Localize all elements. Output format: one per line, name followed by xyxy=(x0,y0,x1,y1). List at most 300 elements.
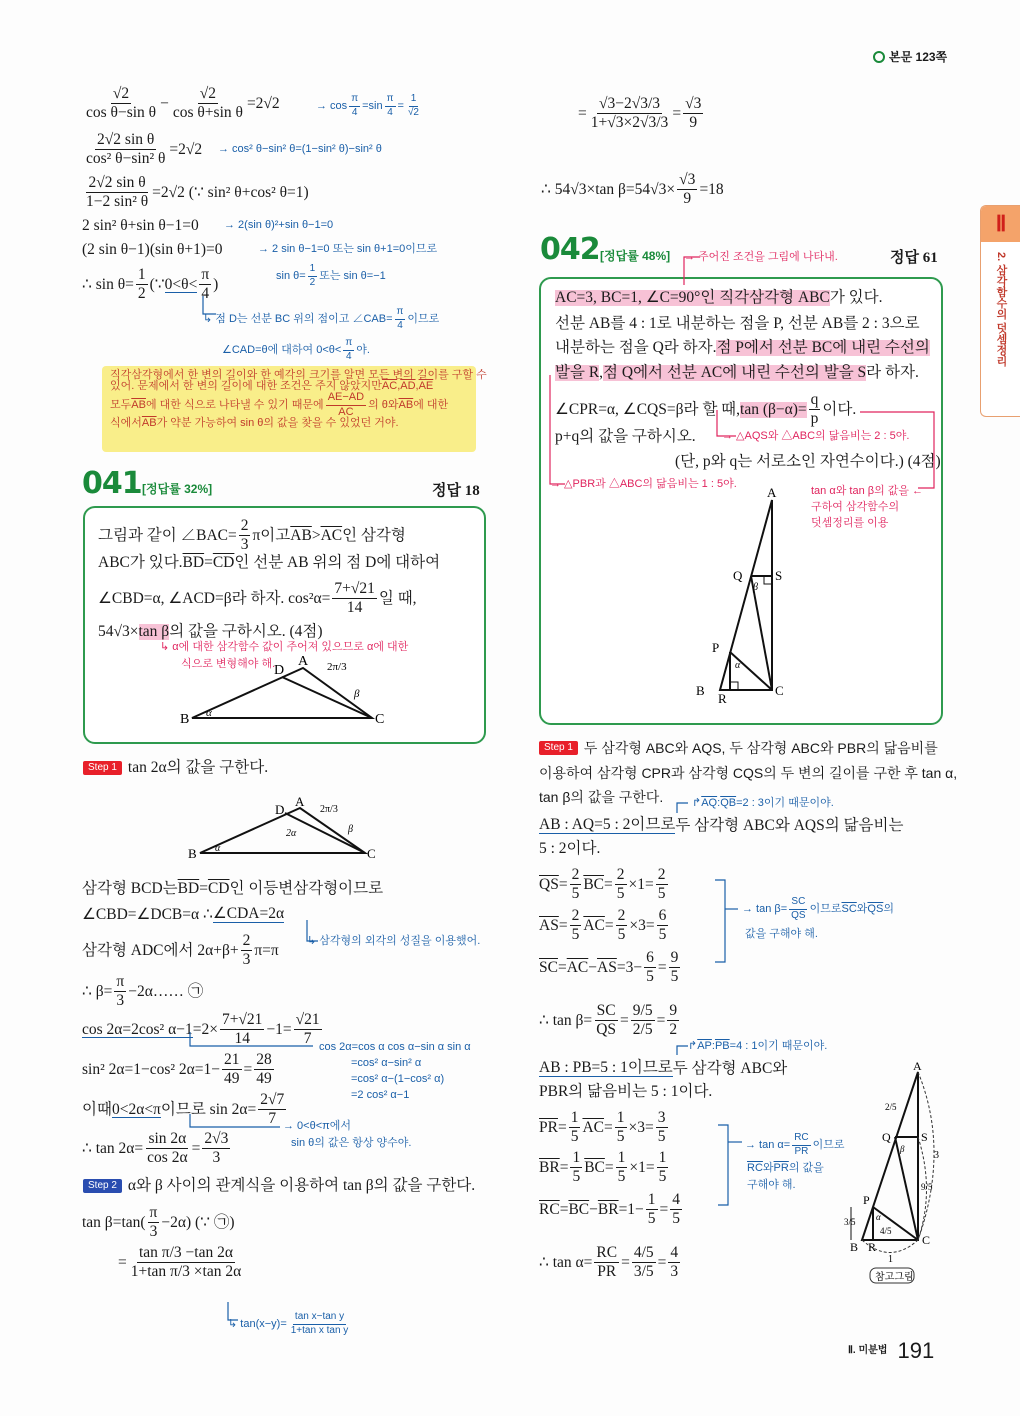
math-text: 식으로 변형해야 해. xyxy=(181,658,276,670)
denominator: PR xyxy=(794,1145,809,1157)
math-text: 식에서 xyxy=(110,417,142,430)
numerator: 2√3 xyxy=(202,1131,230,1149)
math-text: p+q의 값을 구하시오. xyxy=(555,428,696,445)
overline-segment: $\overline{BC}$ xyxy=(568,1201,590,1219)
denominator: 2 xyxy=(309,276,316,288)
denominator: 4 xyxy=(397,319,403,331)
underlined-text: AB : PB=5 : 1이므로 xyxy=(539,1059,673,1076)
math-text: → 2 sin θ−1=0 또는 sin θ+1=0이므로 xyxy=(258,243,438,255)
math-text: =cos² α−sin² α xyxy=(351,1057,422,1069)
overline-segment: $\overline{AB}$ xyxy=(290,527,312,545)
math-text: 내분하는 점을 Q라 하자. xyxy=(555,339,717,356)
chapter-numeral: Ⅱ xyxy=(981,206,1020,242)
denominator: QS xyxy=(596,1021,617,1039)
svg-text:B: B xyxy=(180,712,190,727)
math-text: = xyxy=(621,1254,630,1272)
math-text: ∴ β= xyxy=(82,983,113,1001)
math-text: = xyxy=(578,105,587,123)
overline-segment: $\overline{BC}$ xyxy=(583,876,605,894)
page-number: 191 xyxy=(897,1338,935,1363)
numerator: √3 xyxy=(683,96,703,114)
math-text: =2√2 xyxy=(169,141,203,159)
denominator: 49 xyxy=(256,1070,272,1088)
svg-text:A: A xyxy=(767,485,777,500)
highlighted-text: 점 P에서 선분 BC에 내린 수선의 xyxy=(716,339,930,356)
problem-number: 042 xyxy=(540,232,600,267)
numerator: 1 xyxy=(409,94,419,107)
math-text: = xyxy=(659,1201,669,1219)
overline-segment: $\overline{BR}$ xyxy=(539,1159,560,1177)
math-text: ↳ 점 D는 선분 BC 위의 점이고 ∠CAB= xyxy=(203,312,393,325)
denominator: 5 xyxy=(617,926,626,944)
math-text: =2√2 xyxy=(246,95,280,113)
overline-segment: $\overline{PB}$ xyxy=(714,1040,730,1052)
svg-text:4/5: 4/5 xyxy=(880,1226,892,1236)
section-title: 2. 삼각함수의 덧셈정리 xyxy=(995,252,1007,367)
svg-text:D: D xyxy=(274,663,285,678)
overline-segment: $\overline{RC}$ xyxy=(539,1201,560,1219)
svg-text:D: D xyxy=(275,802,285,817)
math-text: ∠CBD=α, ∠ACD=β라 하자. cos²α= xyxy=(98,590,331,608)
numerator: π xyxy=(199,267,211,285)
svg-text:Q: Q xyxy=(733,568,743,583)
overline-segment: $\overline{PR}$ xyxy=(773,1162,789,1174)
math-text: = xyxy=(604,1159,614,1177)
numerator: 1 xyxy=(569,1110,581,1128)
math-text: = xyxy=(604,876,613,894)
denominator: 4 xyxy=(346,350,352,362)
math-text: −2α xyxy=(128,983,153,1001)
numerator: tan π/3 −tan 2α xyxy=(137,1245,235,1263)
math-text: −1= xyxy=(266,1021,292,1039)
math-text: 이므로 xyxy=(809,902,842,915)
svg-text:9/5: 9/5 xyxy=(921,1182,933,1192)
denominator: PR xyxy=(597,1263,617,1281)
math-text: 값을 구해야 해. xyxy=(745,928,818,940)
overline-segment: $\overline{CD}$ xyxy=(212,554,235,571)
math-text: 가 약분 가능하여 sin θ의 값을 찾을 수 있었던 거야. xyxy=(156,417,399,430)
step-badge: Step 1 xyxy=(83,761,122,775)
math-text: = xyxy=(559,1159,569,1177)
math-text: ×1= xyxy=(629,1159,655,1177)
math-text: 야. xyxy=(356,343,370,356)
denominator: 9 xyxy=(683,190,692,208)
numerator: 2 xyxy=(570,908,582,926)
highlighted-text: AC=3, BC=1, ∠C=90°인 직각삼각형 ABC xyxy=(555,289,830,306)
math-text: 두 삼각형 ABC와 xyxy=(672,1059,788,1077)
numerator: 1 xyxy=(570,1150,582,1168)
math-text: π=π xyxy=(254,942,279,960)
math-text: 에 대한 식으로 나타낼 수 있기 때문에 xyxy=(145,398,324,411)
correct-rate: [정답률 48%] xyxy=(600,249,671,263)
svg-text:참고그림: 참고그림 xyxy=(875,1272,914,1283)
denominator: 5 xyxy=(571,926,580,944)
math-text: 5 : 2이다. xyxy=(539,840,601,857)
numerator: π xyxy=(148,1205,160,1223)
numerator: 7+√21 xyxy=(220,1012,265,1030)
overline-segment: $\overline{SC}$ xyxy=(539,959,558,977)
denominator: 5 xyxy=(670,968,679,986)
page-footer xyxy=(848,1340,934,1362)
numerator: π xyxy=(343,338,354,351)
overline-segment: $\overline{BR}$ xyxy=(597,1201,619,1219)
numerator: π xyxy=(349,94,360,107)
math-text: cos 2α=cos α cos α−sin α sin α xyxy=(319,1041,471,1053)
math-text: ↳ α에 대한 삼각함수 값이 주어져 있으므로 α에 대한 xyxy=(160,641,409,653)
math-text: 삼각형 ADC에서 2α+β+ xyxy=(82,942,239,960)
math-text: 라 하자. xyxy=(866,364,919,381)
numerator: 3 xyxy=(656,1110,668,1128)
numerator: 21 xyxy=(222,1052,242,1070)
svg-text:β: β xyxy=(900,1144,905,1154)
highlighted-text: tan (β−α)= xyxy=(740,401,807,419)
denominator: 5 xyxy=(571,885,580,903)
math-text: =3− xyxy=(616,959,643,977)
svg-text:3/5: 3/5 xyxy=(844,1217,856,1227)
math-text: =2 cos² α−1 xyxy=(351,1089,410,1101)
denominator: 2 xyxy=(137,285,146,303)
overline-segment: $\overline{AB}$ xyxy=(131,398,146,411)
step-title: tan β의 값을 구한다. xyxy=(539,789,664,805)
overline-segment: $\overline{CD}$ xyxy=(207,880,230,897)
denominator: 5 xyxy=(572,1168,581,1186)
svg-text:C: C xyxy=(375,712,385,727)
svg-text:S: S xyxy=(775,568,783,583)
denominator: 9 xyxy=(689,114,698,132)
svg-text:B: B xyxy=(696,683,705,698)
numerator: 2 xyxy=(656,867,668,885)
math-text: = xyxy=(604,1119,613,1137)
math-text: → cos xyxy=(316,99,348,112)
math-text: sin θ의 값은 항상 양수야. xyxy=(291,1137,412,1149)
svg-text:S: S xyxy=(921,1130,928,1144)
svg-text:α: α xyxy=(735,660,741,671)
numerator: √2 xyxy=(198,86,218,104)
denominator: 3 xyxy=(212,1149,221,1167)
math-text: = xyxy=(558,876,568,894)
step-badge: Step 1 xyxy=(539,741,578,755)
math-text: ABC가 있다. xyxy=(98,554,183,571)
step-title: α와 β 사이의 관계식을 이용하여 tan β의 값을 구한다. xyxy=(127,1177,476,1194)
math-text: =2× xyxy=(192,1021,218,1039)
denominator: 2 xyxy=(669,1021,678,1039)
denominator: 1+tan π/3 ×tan 2α xyxy=(130,1263,242,1281)
numerator: √21 xyxy=(294,1012,322,1030)
denominator: 7 xyxy=(268,1110,277,1128)
svg-text:A: A xyxy=(298,654,309,669)
denominator: 5 xyxy=(646,968,654,986)
svg-text:C: C xyxy=(367,846,376,861)
numerator: 2 xyxy=(615,867,627,885)
math-text: , xyxy=(415,380,419,392)
math-text: 의 xyxy=(883,902,894,915)
math-text: sin θ= xyxy=(276,269,306,282)
svg-text:α: α xyxy=(215,843,221,854)
math-text: 의 값을 xyxy=(788,1162,824,1174)
math-text: 인 삼각형 xyxy=(342,527,406,545)
math-text: 또는 sin θ=−1 xyxy=(319,269,386,282)
math-text: ×3= xyxy=(629,917,655,935)
denominator: 5 xyxy=(616,1128,625,1146)
math-text: = xyxy=(204,554,213,571)
svg-text:β: β xyxy=(354,688,360,700)
overline-segment: $\overline{AP}$ xyxy=(697,1040,712,1052)
numerator: 1 xyxy=(646,1192,658,1210)
step-title: 두 삼각형 ABC와 AQS, 두 삼각형 ABC와 PBR의 닮음비를 xyxy=(583,740,938,756)
numerator: π xyxy=(385,94,396,107)
denominator: 5 xyxy=(658,1168,667,1186)
math-text: = xyxy=(557,1119,567,1137)
underlined-text: 0<θ< xyxy=(164,275,198,293)
overline-segment: $\overline{QS}$ xyxy=(539,876,559,894)
math-text: ∴ tan β= xyxy=(539,1012,593,1030)
math-text: 인 선분 AB 위의 점 D에 대하여 xyxy=(234,554,441,571)
overline-segment: $\overline{RC}$ xyxy=(747,1162,763,1174)
numerator: 6 xyxy=(657,908,669,926)
math-text: = xyxy=(559,1201,569,1219)
numerator: 6 xyxy=(644,950,656,968)
numerator: sin 2α xyxy=(146,1131,188,1149)
math-text: = xyxy=(558,917,568,935)
overline-segment: $\overline{AC}$ xyxy=(566,959,589,977)
denominator: √2 xyxy=(407,106,419,118)
math-text: π이고 xyxy=(252,527,291,545)
math-text: =18 xyxy=(699,181,724,199)
svg-text:B: B xyxy=(850,1240,859,1254)
math-text: ↳ 삼각형의 외각의 성질을 이용했어. xyxy=(307,935,481,947)
math-text: ∠CBD=∠DCB=α ∴ xyxy=(82,905,213,923)
numerator: 1 xyxy=(136,267,148,285)
math-text: = xyxy=(118,1254,127,1272)
svg-text:3: 3 xyxy=(934,1150,939,1161)
svg-text:P: P xyxy=(712,640,720,655)
denominator: 3/5 xyxy=(633,1263,654,1281)
math-text: = xyxy=(397,99,404,112)
math-text: ∴ tan 2α= xyxy=(82,1140,144,1158)
underlined-text: 0<2α<π xyxy=(111,1100,161,1118)
denominator: 4 xyxy=(201,285,210,303)
numerator: RC xyxy=(594,1245,619,1263)
numerator: √3−2√3/3 xyxy=(597,96,662,114)
svg-text:Q: Q xyxy=(882,1130,891,1144)
numerator: q xyxy=(809,392,821,410)
math-text: − xyxy=(588,959,598,977)
math-text: = xyxy=(656,1012,666,1030)
denominator: 3 xyxy=(240,536,249,554)
denominator: 7 xyxy=(303,1030,312,1048)
math-text: 에 대한 xyxy=(413,398,449,411)
math-text: 이다. xyxy=(822,401,857,419)
highlighted-text: tan β xyxy=(138,623,170,640)
denominator: 1+tan x tan y xyxy=(290,1324,349,1336)
overline-segment: $\overline{AE}$ xyxy=(418,380,434,392)
numerator: 9/5 xyxy=(631,1003,655,1021)
math-text: 2 sin² θ+sin θ−1=0 xyxy=(82,217,199,234)
annotation-line: tan α와 tan β의 값을 ← xyxy=(811,485,924,497)
math-text: ↳ tan(x−y)= xyxy=(228,1317,287,1330)
math-text: 이므로 xyxy=(812,1138,845,1151)
numerator: 7+√21 xyxy=(332,581,377,599)
numerator: SC xyxy=(595,1003,618,1021)
overline-segment: $\overline{BD}$ xyxy=(182,554,205,571)
denominator: cos 2α xyxy=(147,1149,188,1167)
svg-text:P: P xyxy=(863,1193,870,1207)
svg-text:C: C xyxy=(775,683,784,698)
step-title: tan 2α의 값을 구한다. xyxy=(127,759,269,776)
numerator: 1 xyxy=(657,1150,669,1168)
math-text: tan β=tan( xyxy=(82,1214,146,1232)
denominator: 3 xyxy=(149,1223,158,1241)
denominator: p xyxy=(810,410,819,428)
math-text: − xyxy=(160,95,169,113)
overline-segment: $\overline{AB}$ xyxy=(141,417,157,430)
math-text: → 2(sin θ)²+sin θ−1=0 xyxy=(224,219,334,231)
numerator: 2√2 sin θ xyxy=(86,175,147,193)
math-text: =sin xyxy=(362,99,383,112)
math-text: =2 : 3이기 때문이야. xyxy=(736,797,834,809)
math-text: 가 있다. xyxy=(829,289,883,306)
math-text: =cos² α−(1−cos² α) xyxy=(351,1073,445,1085)
math-text: − xyxy=(589,1201,598,1219)
math-text: 와 xyxy=(856,902,868,915)
denominator: 5 xyxy=(616,885,625,903)
math-text: 와 xyxy=(762,1162,774,1174)
overline-segment: $\overline{AD}$ xyxy=(400,380,416,392)
denominator: 1+√3×2√3/3 xyxy=(590,114,669,132)
svg-text:β: β xyxy=(753,582,758,593)
svg-text:β: β xyxy=(348,824,353,835)
denominator: 49 xyxy=(224,1070,240,1088)
math-text: ×1= xyxy=(628,876,654,894)
underlined-text: ∠CDA=2α xyxy=(212,905,285,922)
math-text: 삼각형 BCD는 xyxy=(82,880,178,897)
math-text: , xyxy=(599,364,604,381)
overline-segment: $\overline{AB}$ xyxy=(398,398,414,411)
numerator: 9 xyxy=(669,950,681,968)
numerator: 2√7 xyxy=(258,1092,286,1110)
denominator: QS xyxy=(791,909,806,921)
math-text: ∴ 54√3×tan β=54√3× xyxy=(541,181,676,199)
math-text: 의 θ와 xyxy=(368,398,399,411)
math-text: = xyxy=(604,917,614,935)
svg-text:1: 1 xyxy=(888,1254,893,1265)
overline-segment: $\overline{SC}$ xyxy=(841,902,857,915)
svg-text:R: R xyxy=(868,1240,877,1254)
numerator: 1 xyxy=(615,1110,627,1128)
math-text: 모두 xyxy=(110,398,132,411)
numerator: tan x−tan y xyxy=(293,1312,346,1325)
svg-text:α: α xyxy=(206,707,212,719)
numerator: 2 xyxy=(570,867,582,885)
overline-segment: $\overline{AS}$ xyxy=(597,959,617,977)
numerator: 2 xyxy=(239,518,251,536)
math-text: → cos² θ−sin² θ=(1−sin² θ)−sin² θ xyxy=(218,143,382,155)
math-text: PBR의 닮음비는 5 : 1이다. xyxy=(539,1083,713,1100)
correct-rate: [정답률 32%] xyxy=(142,482,213,496)
denominator: 5 xyxy=(647,1210,656,1228)
math-text: 선분 AB를 4 : 1로 내분하는 점을 P, 선분 AB를 2 : 3으로 xyxy=(555,315,920,332)
overline-segment: $\overline{AQ}$ xyxy=(701,797,718,809)
overline-segment: $\overline{BC}$ xyxy=(584,1159,605,1177)
numerator: AE−AD xyxy=(326,392,366,406)
numerator: 4 xyxy=(670,1192,682,1210)
math-text: 일 때, xyxy=(378,590,417,608)
numerator: 2 xyxy=(241,933,253,951)
denominator: 3 xyxy=(116,992,125,1010)
denominator: 5 xyxy=(672,1210,681,1228)
math-text: =2√2 (∵ sin² θ+cos² θ=1) xyxy=(152,184,309,202)
math-text: → 0<θ<π에서 xyxy=(283,1120,351,1132)
problem-number: 041 xyxy=(82,466,142,501)
math-text: =1− xyxy=(618,1201,644,1219)
math-text: ∴ sin θ= xyxy=(82,276,134,294)
svg-text:C: C xyxy=(922,1233,931,1247)
math-text: 그림과 같이 ∠BAC= xyxy=(98,527,237,545)
math-text: 54√3× xyxy=(98,623,139,640)
svg-text:R: R xyxy=(718,691,727,706)
math-text: → △PBR과 △ABC의 닮음비는 1 : 5야. xyxy=(550,478,737,490)
annotation-line: 덧셈정리를 이용 xyxy=(811,517,889,529)
numerator: 28 xyxy=(254,1052,274,1070)
math-text: ↱ xyxy=(692,797,702,809)
denominator: 5 xyxy=(657,1128,666,1146)
numerator: √3 xyxy=(677,172,697,190)
math-text: sin² 2α=1−cos² 2α=1− xyxy=(82,1061,221,1079)
denominator: 4 xyxy=(351,106,358,118)
math-text: 두 삼각형 ABC와 AQS의 닮음비는 xyxy=(675,816,904,834)
math-text: 이므로 sin 2α= xyxy=(160,1101,257,1119)
underlined-text: AB : AQ=5 : 2이므로 xyxy=(539,816,676,833)
denominator: 14 xyxy=(346,599,363,617)
math-text: 구해야 해. xyxy=(747,1179,796,1191)
denominator: 5 xyxy=(657,885,666,903)
denominator: cos θ+sin θ xyxy=(172,104,243,122)
denominator: 3 xyxy=(670,1263,679,1281)
math-text: 인 이등변삼각형이므로 xyxy=(229,880,384,897)
denominator: cos² θ−sin² θ xyxy=(86,150,166,168)
math-text: → tan α= xyxy=(745,1138,791,1151)
numerator: 1 xyxy=(308,264,318,277)
overline-segment: $\overline{AC}$ xyxy=(582,1119,605,1137)
denominator: 4 xyxy=(387,106,393,118)
math-text: : xyxy=(717,797,721,809)
overline-segment: $\overline{BD}$ xyxy=(177,880,200,897)
math-text: ∠CAD=θ에 대하여 0<θ< xyxy=(222,343,342,356)
math-text: 직각삼각형에서 한 변의 길이와 한 예각의 크기를 알면 모든 변의 길이를 구할 수 xyxy=(110,369,487,381)
math-text: ↱ xyxy=(688,1040,698,1052)
overline-segment: $\overline{AC}$ xyxy=(320,527,343,545)
math-text: ) xyxy=(213,276,219,294)
denominator: 14 xyxy=(234,1030,250,1048)
svg-text:A: A xyxy=(295,794,305,809)
math-text: = xyxy=(199,880,208,897)
numerator: SC xyxy=(789,897,807,910)
math-text: 이때 xyxy=(82,1101,112,1119)
answer: 정답 18 xyxy=(432,483,480,499)
overline-segment: $\overline{AC}$ xyxy=(381,380,398,392)
annotation: → 주어진 조건을 그림에 나타내. xyxy=(684,251,838,263)
chapter-label: Ⅱ. 미분법 xyxy=(848,1345,888,1356)
math-text: (단, p와 q는 서로소인 자연수이다.) (4점) xyxy=(675,453,941,470)
denominator: 5 xyxy=(617,1168,626,1186)
math-text: : xyxy=(711,1040,715,1052)
math-text: ∴ tan α= xyxy=(539,1254,593,1272)
math-text: ×3= xyxy=(628,1119,654,1137)
denominator: cos θ−sin θ xyxy=(86,104,157,122)
annotation-line: 구하여 삼각함수의 xyxy=(811,501,900,513)
overline-segment: $\overline{QB}$ xyxy=(720,797,737,809)
numerator: 2 xyxy=(616,908,628,926)
